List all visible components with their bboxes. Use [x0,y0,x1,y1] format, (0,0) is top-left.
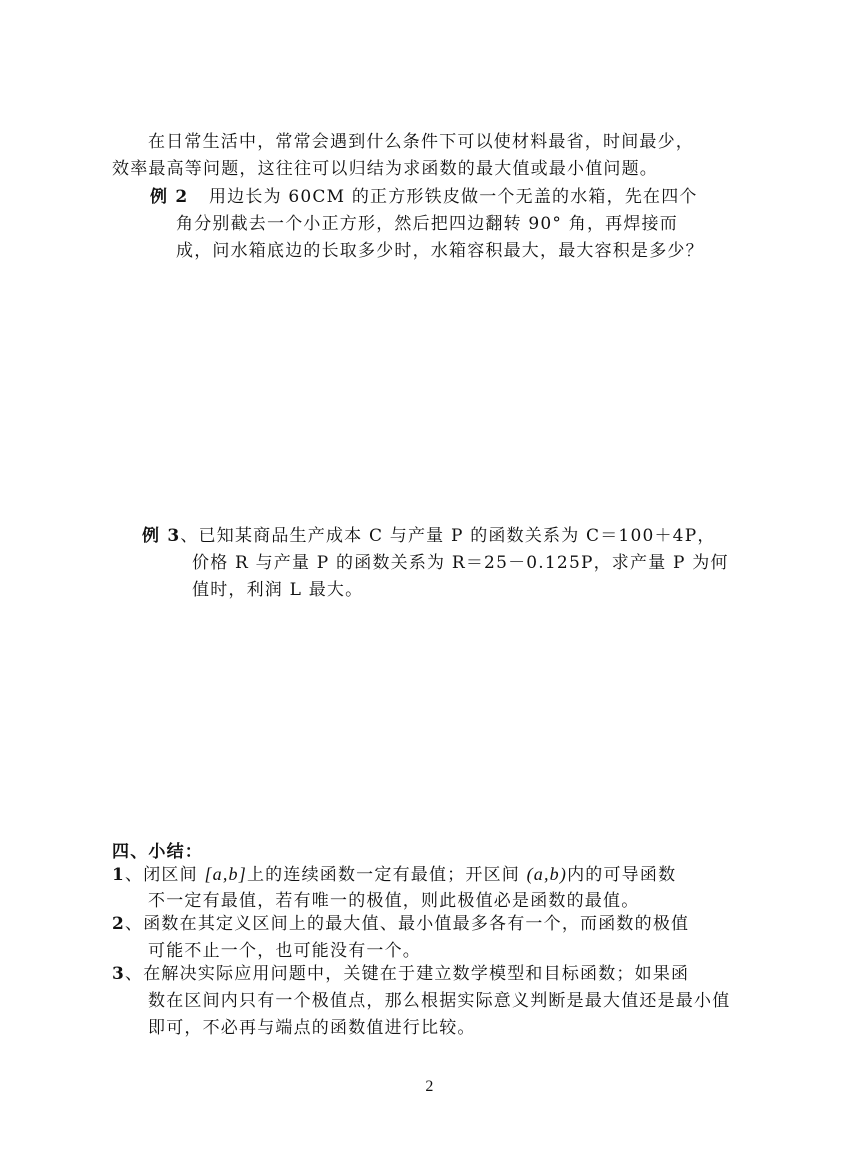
example-2-text-3: 成，问水箱底边的长取多少时，水箱容积最大，最大容积是多少？ [176,241,704,261]
example-3-label: 例 3 [142,526,181,546]
summary-item-3-number: 3 [112,964,126,984]
summary-item-3-line-2: 数在区间内只有一个极值点，那么根据实际意义判断是最大值还是最小值 [148,991,731,1011]
example-3-text-1: 、已知某商品生产成本 C 与产量 P 的函数关系为 C＝100＋4P， [180,526,716,546]
summary-item-3-line-3: 即可，不必再与端点的函数值进行比较。 [148,1018,476,1038]
example-2-text-2: 角分别截去一个小正方形，然后把四边翻转 90° 角，再焊接而 [176,214,678,234]
page-number: 2 [425,1078,435,1095]
example-2-text-1: 用边长为 60CM 的正方形铁皮做一个无盖的水箱，先在四个 [208,187,698,207]
open-interval: (a,b) [526,864,568,884]
summary-item-2-number: 2 [112,914,126,934]
example-2-first-line [150,186,698,208]
intro-line-1: 在日常生活中，常常会遇到什么条件下可以使材料最省，时间最少， [148,132,694,152]
summary-item-2-line-2: 可能不止一个，也可能没有一个。 [148,941,421,961]
summary-item-2-line-1 [112,913,689,935]
example-3-text-2: 价格 R 与产量 P 的函数关系为 R＝25－0.125P，求产量 P 为何 [192,553,729,573]
closed-interval: [a,b] [204,864,247,884]
example-3-first-line [142,525,716,547]
summary-item-1-number: 1 [112,865,126,885]
summary-heading: 四、小结： [112,842,203,862]
summary-item-1-text-a: 、闭区间 [125,865,198,885]
summary-item-1-line-2: 不一定有最值，若有唯一的极值，则此极值必是函数的最值。 [148,891,640,911]
summary-item-1-text-c: 内的可导函数 [567,865,677,885]
intro-line-2: 效率最高等问题，这往往可以归结为求函数的最大值或最小值问题。 [112,159,658,179]
summary-item-3-line-1 [112,963,689,985]
example-2-label: 例 2 [150,187,189,207]
summary-item-1-text-b: 上的连续函数一定有最值；开区间 [246,865,520,885]
summary-item-2-text-1: 、函数在其定义区间上的最大值、最小值最多各有一个，而函数的极值 [125,914,690,934]
example-3-text-3: 值时，利润 L 最大。 [192,580,364,600]
summary-item-3-text-1: 、在解决实际应用问题中，关键在于建立数学模型和目标函数；如果函 [125,964,690,984]
summary-item-1-line-1 [112,863,676,886]
